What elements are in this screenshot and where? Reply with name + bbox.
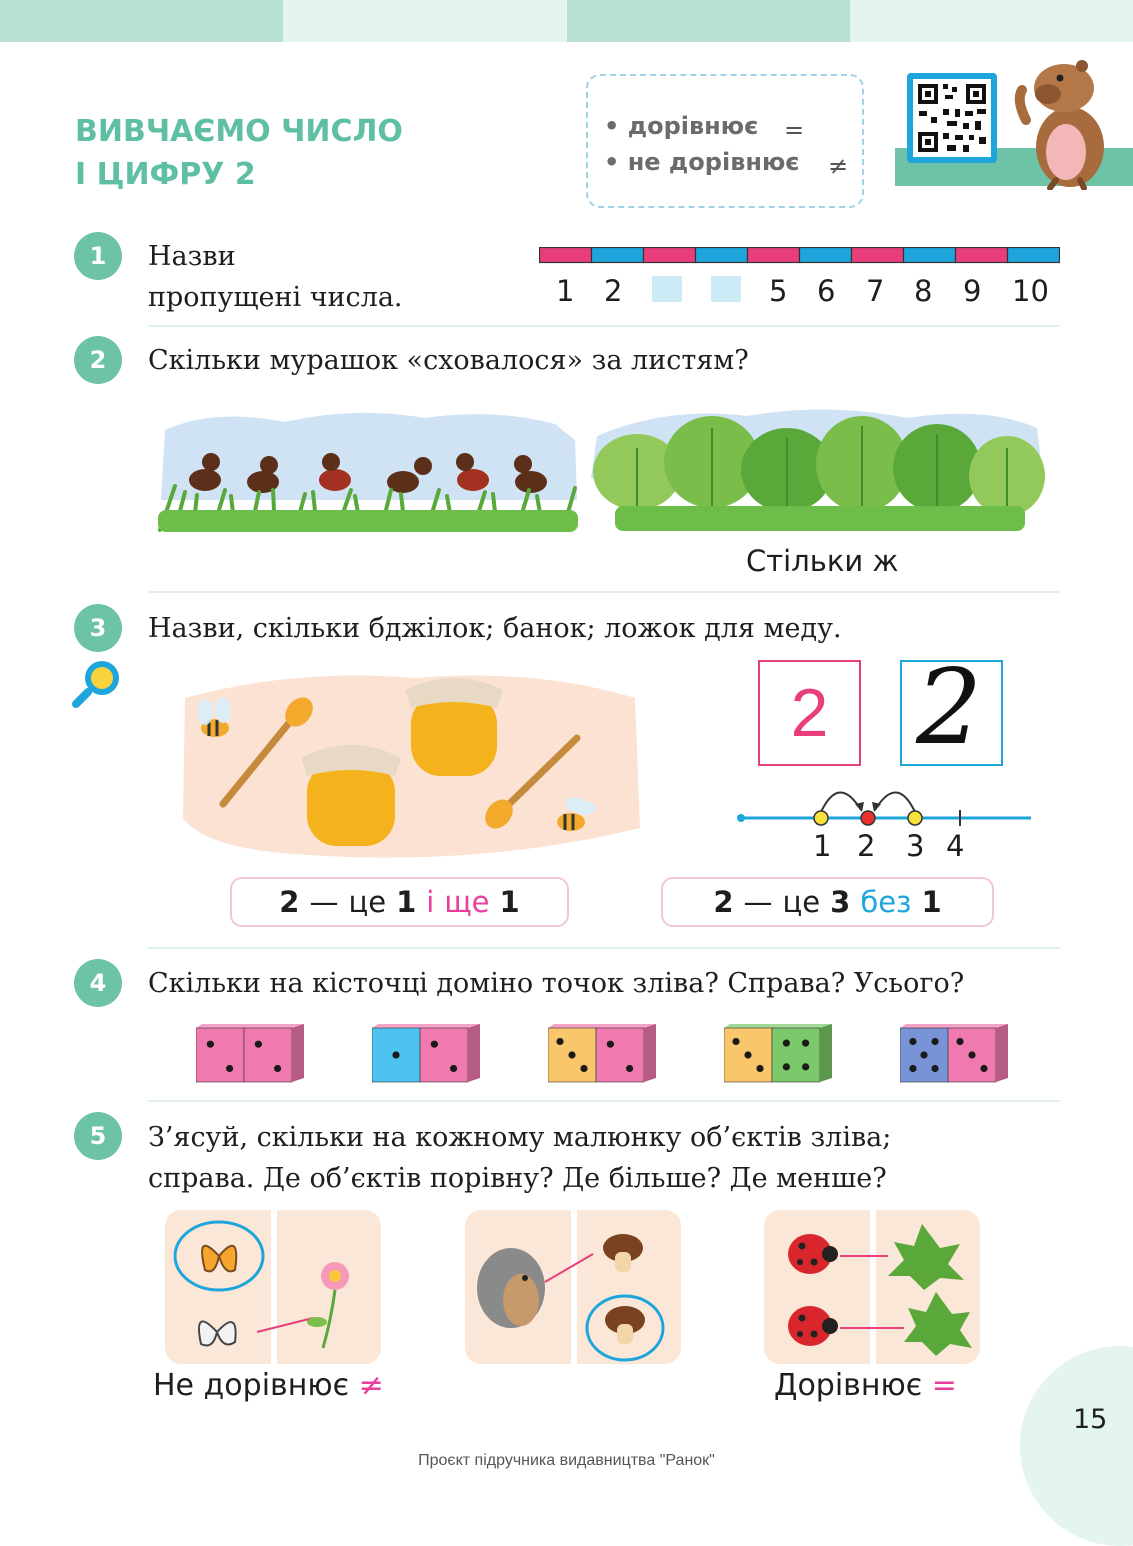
domino-pip (956, 1038, 963, 1045)
domino-pip (274, 1065, 281, 1072)
number-1: 1 (556, 274, 575, 308)
domino-pip (980, 1065, 987, 1072)
numberline-label-2: 2 (857, 829, 876, 863)
separator (148, 947, 1060, 949)
task-2-text: Скільки мурашок «сховалося» за листям? (148, 345, 749, 376)
number-9: 9 (963, 274, 982, 308)
domino-pip (607, 1041, 614, 1048)
task-1-text (148, 236, 403, 318)
number-5: 5 (769, 274, 788, 308)
domino-right-half (596, 1028, 644, 1082)
task-1-text-line-1: Назви (148, 241, 236, 272)
equal-label: Дорівнює (774, 1368, 923, 1403)
domino-pip (450, 1065, 457, 1072)
domino-pip (783, 1040, 790, 1047)
written-digit: 2 (916, 646, 983, 768)
dominoes-row (0, 1024, 1133, 1086)
title-line-2: І ЦИФРУ 2 (75, 157, 256, 192)
separator (148, 325, 1060, 327)
task-4-text: Скільки на кісточці доміно точок зліва? Справа? Усього? (148, 968, 965, 999)
caption-word: це (348, 885, 387, 919)
domino-pip (732, 1038, 739, 1045)
domino-pip (431, 1041, 438, 1048)
domino-pip (756, 1065, 763, 1072)
domino-pip (920, 1051, 927, 1058)
missing-number-box[interactable] (711, 276, 741, 302)
legend-equal-label: • дорівнює (604, 112, 759, 140)
domino-pip (931, 1065, 938, 1072)
separator (148, 1100, 1060, 1102)
not-equal-symbol: ≠ (358, 1368, 384, 1403)
domino-pip (556, 1038, 563, 1045)
task-3-text: Назви, скільки бджілок; банок; ложок для меду. (148, 613, 842, 644)
domino-pip (968, 1051, 975, 1058)
capybara-mascot-icon (1008, 52, 1118, 190)
number-6: 6 (817, 274, 836, 308)
domino-pip (392, 1051, 399, 1058)
caption-dash: — (309, 885, 339, 919)
magnifier-icon (70, 658, 124, 712)
domino-2 (372, 1024, 484, 1086)
domino-pip (909, 1065, 916, 1072)
caption-one: 1 (499, 885, 520, 919)
domino-pip (931, 1038, 938, 1045)
page-title (75, 110, 403, 196)
task-3-caption-left (230, 877, 569, 927)
not-equal-label: Не дорівнює (153, 1368, 350, 1403)
domino-right-half (420, 1028, 468, 1082)
task-4-badge: 4 (74, 959, 122, 1007)
task-2-caption: Стільки ж (746, 544, 899, 578)
number-7: 7 (866, 274, 885, 308)
domino-3 (548, 1024, 660, 1086)
honey-illustration (175, 668, 645, 864)
comparison-butterflies-flower (165, 1210, 381, 1364)
domino-pip (568, 1051, 575, 1058)
numberline-label-1: 1 (813, 829, 832, 863)
caption-one: 1 (921, 885, 942, 919)
domino-pip (226, 1065, 233, 1072)
legend-not-equal-symbol: ≠ (828, 152, 849, 180)
task-5-text-line-2: справа. Де об’єктів порівну? Де більше? Де менше? (148, 1163, 887, 1194)
caption-more: ще (444, 885, 490, 919)
domino-pip (207, 1041, 214, 1048)
domino-left-half (196, 1028, 244, 1082)
comparison-hedgehog-mushrooms (465, 1210, 681, 1364)
domino-1 (196, 1024, 308, 1086)
task-3-badge: 3 (74, 604, 122, 652)
domino-pip (580, 1065, 587, 1072)
caption-dash: — (743, 885, 773, 919)
comparison-ladybugs-leaves (764, 1210, 980, 1364)
caption-one: 1 (396, 885, 417, 919)
written-digit-box (900, 646, 1003, 768)
domino-pip (802, 1040, 809, 1047)
caption-without: без (860, 885, 912, 919)
task-5-badge: 5 (74, 1112, 122, 1160)
separator (148, 591, 1060, 593)
domino-4 (724, 1024, 836, 1086)
number-2: 2 (604, 274, 623, 308)
domino-right-half (772, 1028, 820, 1082)
legend-equal-symbol: = (784, 116, 805, 144)
task-5-text-line-1: З’ясуй, скільки на кожному малюнку об’єктів зліва; (148, 1122, 892, 1153)
task-2-badge: 2 (74, 336, 122, 384)
qr-code-icon[interactable] (907, 73, 997, 163)
numberline-label-4: 4 (946, 829, 965, 863)
equal-symbol: = (931, 1368, 957, 1403)
task-1-badge: 1 (74, 232, 122, 280)
page-number: 15 (1073, 1404, 1108, 1435)
domino-pip (909, 1038, 916, 1045)
number-strip (539, 247, 1060, 264)
equal-caption (774, 1368, 957, 1403)
legend-box (586, 74, 864, 208)
domino-5 (900, 1024, 1012, 1086)
footer-text: Проєкт підручника видавництва "Ранок" (418, 1452, 715, 1469)
task-5-text (148, 1117, 891, 1199)
caption-two: 2 (713, 885, 734, 919)
domino-pip (802, 1063, 809, 1070)
legend-not-equal-label: • не дорівнює (604, 148, 800, 176)
domino-pip (626, 1065, 633, 1072)
number-8: 8 (914, 274, 933, 308)
page-corner (1020, 1346, 1133, 1546)
task-3-caption-right (661, 877, 994, 927)
task-1-text-line-2: пропущені числа. (148, 282, 403, 313)
printed-digit-box: 2 (758, 660, 861, 766)
ants-in-grass-illustration (155, 400, 580, 535)
caption-two: 2 (279, 885, 300, 919)
domino-pip (744, 1051, 751, 1058)
caption-word: це (782, 885, 821, 919)
caption-and: і (426, 885, 435, 919)
leaves-illustration (587, 398, 1047, 533)
number-10: 10 (1012, 274, 1049, 308)
title-line-1: ВИВЧАЄМО ЧИСЛО (75, 114, 403, 149)
domino-pip (255, 1041, 262, 1048)
domino-pip (783, 1063, 790, 1070)
number-line (735, 780, 1035, 830)
caption-three: 3 (830, 885, 851, 919)
domino-right-half (244, 1028, 292, 1082)
not-equal-caption (153, 1368, 384, 1403)
numberline-label-3: 3 (906, 829, 925, 863)
missing-number-box[interactable] (652, 276, 682, 302)
